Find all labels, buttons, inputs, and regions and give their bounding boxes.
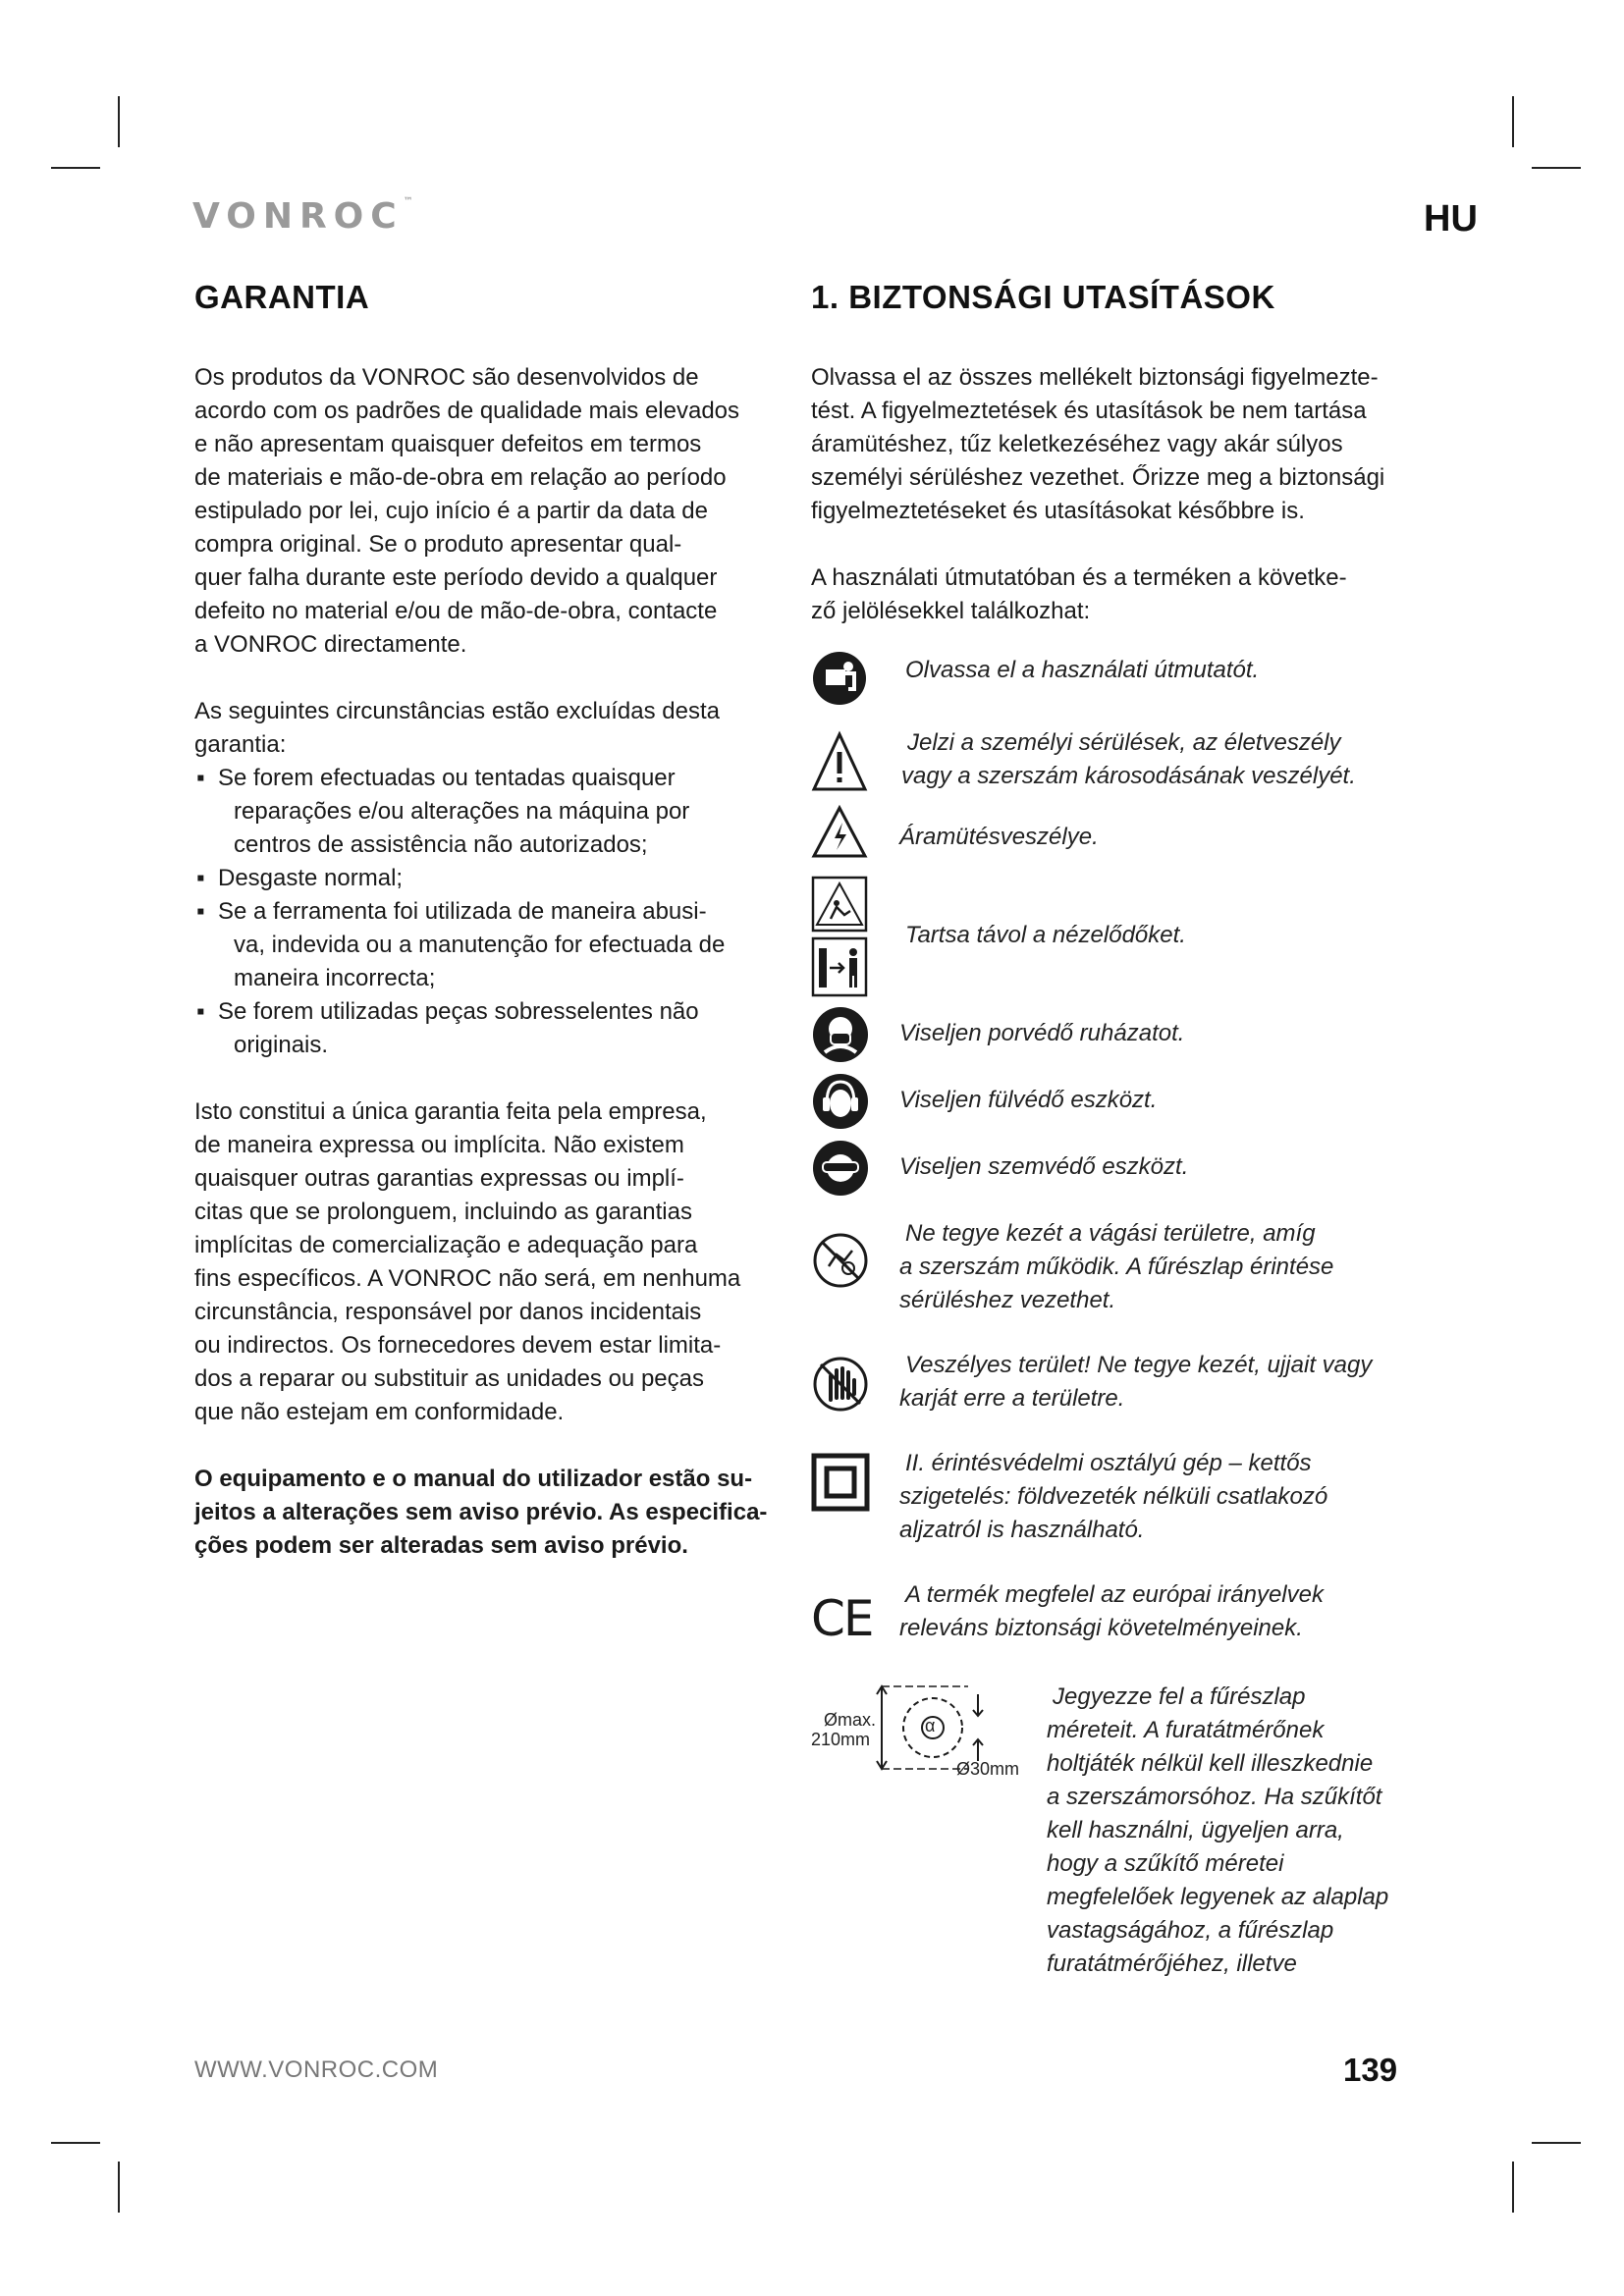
list-item: ▪ Se a ferramenta foi utilizada de maneira abusi- va, indevida ou a manutenção for efectuada de maneira incorrecta; [196, 898, 726, 991]
symbol-text: Tartsa távol a nézelődőket. [905, 922, 1186, 948]
symbol-text: Viseljen szemvédő eszközt. [899, 1153, 1189, 1180]
electric-shock-icon [811, 805, 868, 860]
crop-mark [51, 167, 100, 169]
symbol-text: Viseljen porvédő ruházatot. [899, 1020, 1185, 1046]
crop-mark [118, 2162, 120, 2213]
keep-bystanders-away-icon [811, 876, 868, 997]
change-notice: O equipamento e o manual do utilizador estão su- jeitos a alterações sem aviso prévio. As especifica- ções podem ser alteradas sem aviso prévio. [194, 1466, 768, 1559]
symbol-blade [811, 1681, 1439, 1995]
ce-mark-icon: CE [811, 1590, 873, 1647]
footer-url: WWW.VONROC.COM [194, 2056, 439, 2083]
safety-paragraph-2: A használati útmutatóban és a terméken a követke- ző jelölésekkel találkozhat: [811, 564, 1347, 624]
read-manual-icon [811, 650, 868, 707]
no-hands-blade-icon [811, 1231, 870, 1290]
symbol-danger-zone [811, 1349, 1439, 1417]
ear-protection-icon [811, 1072, 870, 1131]
symbol-text: Jegyezze fel a fűrészlap méreteit. A furatátmérőnek holtjáték nélkül kell illeszkednie a szerszámorsóhoz. Ha szűkítőt kell használni, ügyeljen arra, hogy a szűkítő méretei megfelelőek legyenek az alaplap vastagságához, a fűrészlap furatátmérőjéhez, illetve [1047, 1683, 1389, 1977]
eye-protection-icon [811, 1139, 870, 1198]
language-code: HU [1424, 198, 1478, 240]
symbol-text: A termék megfelel az európai irányelvek releváns biztonsági követelményeinek. [899, 1581, 1324, 1641]
warranty-paragraph-1: Os produtos da VONROC são desenvolvidos de acordo com os padrões de qualidade mais elevados e não apresentam quaisquer defeitos em termos de materiais e mão-de-obra em relação ao período estipulado por lei, cujo início é a partir da data de compra original. Se o produto apresentar qual- quer falha durante este período devido a qualquer defeito no material e/ou de mão-de-obra, contacte a VONROC directamente. [194, 364, 740, 658]
symbol-text: II. érintésvédelmi osztályú gép – kettős szigetelés: földvezeték nélküli csatlakozó aljzatról is használható. [899, 1450, 1328, 1543]
crop-mark [1512, 96, 1514, 147]
crop-mark [118, 96, 120, 147]
no-hand-icon [811, 1355, 870, 1414]
exclusions-intro: As seguintes circunstâncias estão excluídas desta garantia: [194, 698, 720, 758]
exclusions-list [194, 762, 793, 1062]
symbol-text: Ne tegye kezét a vágási területre, amíg a szerszám működik. A fűrészlap érintése sérüléshez vezethet. [899, 1220, 1334, 1313]
page-number: 139 [1343, 2052, 1398, 2088]
list-item: ▪ Se forem efectuadas ou tentadas quaisquer reparações e/ou alterações na máquina por centros de assistência não autorizados; [196, 765, 690, 858]
blade-dimensions-icon: Ømax. 210mm α Ø30mm [811, 1681, 1027, 1779]
warning-triangle-icon [811, 730, 868, 795]
symbol-text: Olvassa el a használati útmutatót. [905, 657, 1260, 683]
symbol-dust [811, 1005, 1439, 1064]
dust-mask-icon [811, 1005, 870, 1064]
symbol-text: Viseljen fülvédő eszközt. [899, 1087, 1158, 1113]
crop-mark [1532, 2142, 1581, 2144]
symbol-class2 [811, 1447, 1439, 1555]
double-insulation-icon [811, 1453, 870, 1512]
crop-mark [1532, 167, 1581, 169]
list-item: ▪ Desgaste normal; [196, 865, 404, 891]
symbol-ear [811, 1072, 1439, 1131]
symbol-ce [811, 1578, 1439, 1657]
symbol-text: Jelzi a személyi sérülések, az életveszély vagy a szerszám károsodásának veszélyét. [901, 729, 1356, 789]
warranty-section [194, 279, 793, 1563]
crop-mark [1512, 2162, 1514, 2213]
safety-section [811, 279, 1420, 628]
safety-paragraph-1: Olvassa el az összes mellékelt biztonsági figyelmezte- tést. A figyelmeztetések és utasítások be nem tartása áramütéshez, tűz keletkezéséhez vagy akár súlyos személyi sérüléshez vezethet. Őrizze meg a biztonsági figyelmeztetéseket és utasításokat későbbre is. [811, 364, 1385, 524]
symbol-bystanders [811, 876, 1439, 997]
symbol-warning [811, 726, 1439, 795]
crop-mark [51, 2142, 100, 2144]
symbol-text: Áramütésveszélye. [899, 824, 1099, 850]
symbol-no-hands-cut [811, 1217, 1439, 1325]
symbol-electric [811, 805, 1439, 864]
symbol-read-manual [811, 650, 1439, 709]
section-title: 1. BIZTONSÁGI UTASÍTÁSOK [811, 279, 1275, 315]
symbol-text: Veszélyes terület! Ne tegye kezét, ujjait vagy karját erre a területre. [899, 1352, 1373, 1412]
section-title: GARANTIA [194, 279, 370, 315]
list-item: ▪ Se forem utilizadas peças sobresselentes não originais. [196, 998, 699, 1058]
brand-logo: VONROC™ [192, 196, 413, 237]
symbol-eye [811, 1139, 1439, 1198]
warranty-paragraph-3: Isto constitui a única garantia feita pela empresa, de maneira expressa ou implícita. Não existem quaisquer outras garantias expressas ou implí- citas que se prolonguem, incluindo as garantias implícitas de comercialização e adequação para fins específicos. A VONROC não será, em nenhuma circunstância, responsável por danos incidentais ou indirectos. Os fornecedores devem estar limita- dos a reparar ou substituir as unidades ou peças que não estejam em conformidade. [194, 1098, 741, 1425]
